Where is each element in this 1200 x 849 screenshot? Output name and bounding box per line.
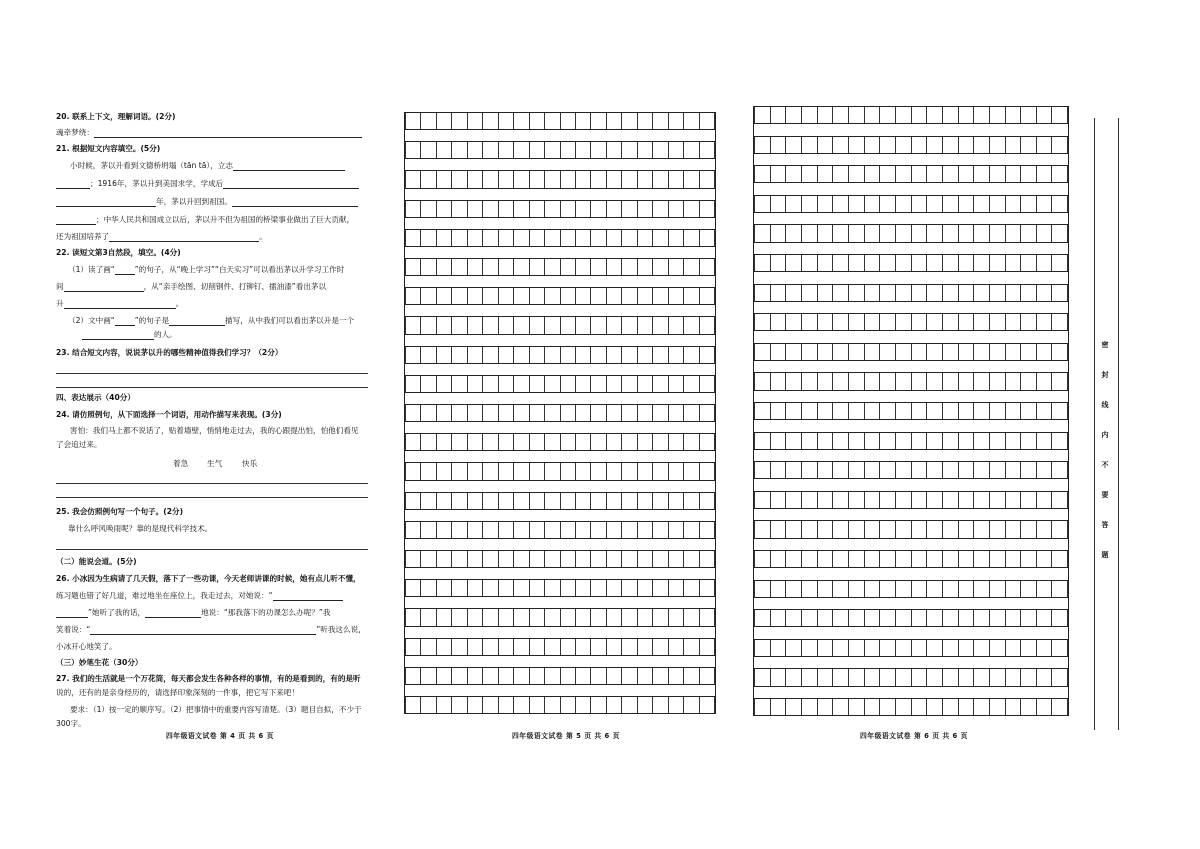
answer-blank[interactable] (56, 215, 96, 225)
seal-line-left (1094, 118, 1095, 730)
q24-word-3: 快乐 (242, 459, 258, 468)
composition-grid-page-6[interactable] (754, 106, 1068, 724)
answer-blank[interactable] (223, 179, 359, 189)
q26-heading: 26. 小冰因为生病请了几天假，落下了一些功课，今天老师讲课的时候，她有点儿听不懂， (56, 574, 361, 583)
answer-blank[interactable] (273, 591, 343, 601)
q20-heading: 20. 联系上下文，理解词语。(2分) (56, 112, 176, 121)
answer-line[interactable] (56, 387, 368, 388)
section-4-heading: 四、表达展示（40分） (56, 393, 135, 402)
seal-char: 答 (1101, 521, 1109, 529)
answer-line[interactable] (56, 483, 368, 484)
q21-line1: 小时候，茅以升看到文德桥坍塌（tān tā），立志 (70, 160, 345, 171)
answer-blank[interactable] (56, 197, 156, 207)
page-footer-4: 四年级语文试卷 第 4 页 共 6 页 (166, 732, 274, 740)
q24-heading: 24. 请仿照例句，从下面选择一个词语，用动作描写来表现。(3分) (56, 410, 282, 419)
q22-heading: 22. 读短文第3自然段，填空。(4分) (56, 248, 181, 257)
q21-heading: 21. 根据短文内容填空。(5分) (56, 144, 161, 153)
answer-blank[interactable] (232, 197, 358, 207)
answer-blank[interactable] (82, 330, 154, 340)
answer-line[interactable] (56, 373, 368, 374)
q21-line3: 年，茅以升回到祖国。 (56, 196, 358, 207)
q21-line4: ；中华人民共和国成立以后，茅以升不但为祖国的桥梁事业做出了巨大贡献， (56, 214, 354, 225)
q22-line1: （1）读了画“ ”的句子，从“晚上学习”“白天实习”可以看出茅以升学习工作时 (68, 265, 345, 274)
q27-line2: 说的，还有的是亲身经历的，请选择印象深刻的一件事，把它写下来吧！ (56, 688, 299, 697)
answer-blank[interactable] (56, 179, 90, 189)
seal-char: 题 (1101, 551, 1109, 559)
q27-word-count: 300字。 (56, 719, 86, 728)
q22-line3: 升 。 (56, 299, 184, 308)
answer-blank[interactable] (56, 608, 88, 618)
section-2-heading: （二）能说会道。(5分) (56, 557, 137, 566)
seal-char: 线 (1101, 401, 1109, 409)
q22-line5: 的人。 (82, 329, 177, 340)
q25-example: 靠什么呼风唤雨呢？靠的是现代科学技术。 (68, 524, 213, 533)
seal-char: 要 (1101, 491, 1109, 499)
answer-blank[interactable] (233, 161, 345, 171)
grid-frame (753, 106, 1069, 716)
q26-line3: ”她听了我的话， 地说：“那我落下的功课怎么办呢？”我 (56, 607, 330, 618)
q20-term: 魂牵梦绕： (56, 127, 362, 138)
grid-frame (404, 112, 716, 714)
answer-line[interactable] (56, 549, 368, 550)
seal-char: 封 (1101, 371, 1109, 379)
answer-line[interactable] (56, 497, 368, 498)
answer-blank[interactable] (115, 316, 135, 326)
answer-blank[interactable] (145, 608, 201, 618)
q21-line5: 还为祖国培养了 。 (56, 232, 267, 241)
q24-word-1: 着急 (173, 459, 189, 468)
seal-char: 密 (1101, 341, 1109, 349)
page-footer-5: 四年级语文试卷 第 5 页 共 6 页 (512, 732, 620, 740)
answer-blank[interactable] (169, 316, 225, 326)
q26-line5: 小冰开心地笑了。 (56, 642, 117, 651)
q22-line2: 间 ，从“亲手绘图、切削钢件、打铆钉、擂油漆”看出茅以 (56, 282, 327, 291)
q26-line2: 练习题也错了好几道，难过地坐在座位上，我走过去，对她说：“ (56, 590, 343, 601)
answer-blank[interactable] (90, 625, 316, 635)
seal-line-right (1118, 118, 1119, 730)
q25-heading: 25. 我会仿照例句写一个句子。(2分) (56, 507, 184, 516)
answer-blank[interactable] (64, 299, 176, 309)
seal-char: 不 (1101, 461, 1109, 469)
q27-heading: 27. 我们的生活就是一个万花筒，每天都会发生各种各样的事情，有的是看到的，有的是听 (56, 674, 361, 683)
answer-blank[interactable] (115, 265, 135, 275)
answer-blank[interactable] (109, 232, 259, 242)
answer-blank[interactable] (64, 282, 144, 292)
composition-grid-page-5[interactable] (405, 112, 715, 724)
q27-requirements: 要求：（1）按一定的顺序写。（2）把事情中的重要内容写清楚。（3）题目自拟，不少于 (70, 705, 362, 714)
q24-example-line1: 害怕：我们马上都不说话了，贴着墙壁，悄悄地走过去，我的心跟提出怕，怕他们看见 (70, 426, 359, 435)
q21-line2: ；1916年，茅以升到美国求学，学成后 (56, 178, 359, 189)
q26-line4: 笑着说：“ ”听我这么说， (56, 625, 366, 634)
answer-blank[interactable] (94, 128, 362, 138)
page-footer-6: 四年级语文试卷 第 6 页 共 6 页 (860, 732, 968, 740)
q24-word-2: 生气 (207, 459, 223, 468)
exam-page-4 (56, 105, 374, 745)
seal-char: 内 (1101, 431, 1109, 439)
seal-line-notice (1098, 330, 1112, 570)
q24-example-line2: 了会追过来。 (56, 440, 102, 449)
q22-line4: （2）文中画“ ”的句子是 描写，从中我们可以看出茅以升是一个 (68, 316, 355, 325)
q23-heading: 23. 结合短文内容，说说茅以升的哪些精神值得我们学习？（2分） (56, 348, 283, 357)
section-3-heading: （三）妙笔生花（30分） (56, 658, 143, 667)
